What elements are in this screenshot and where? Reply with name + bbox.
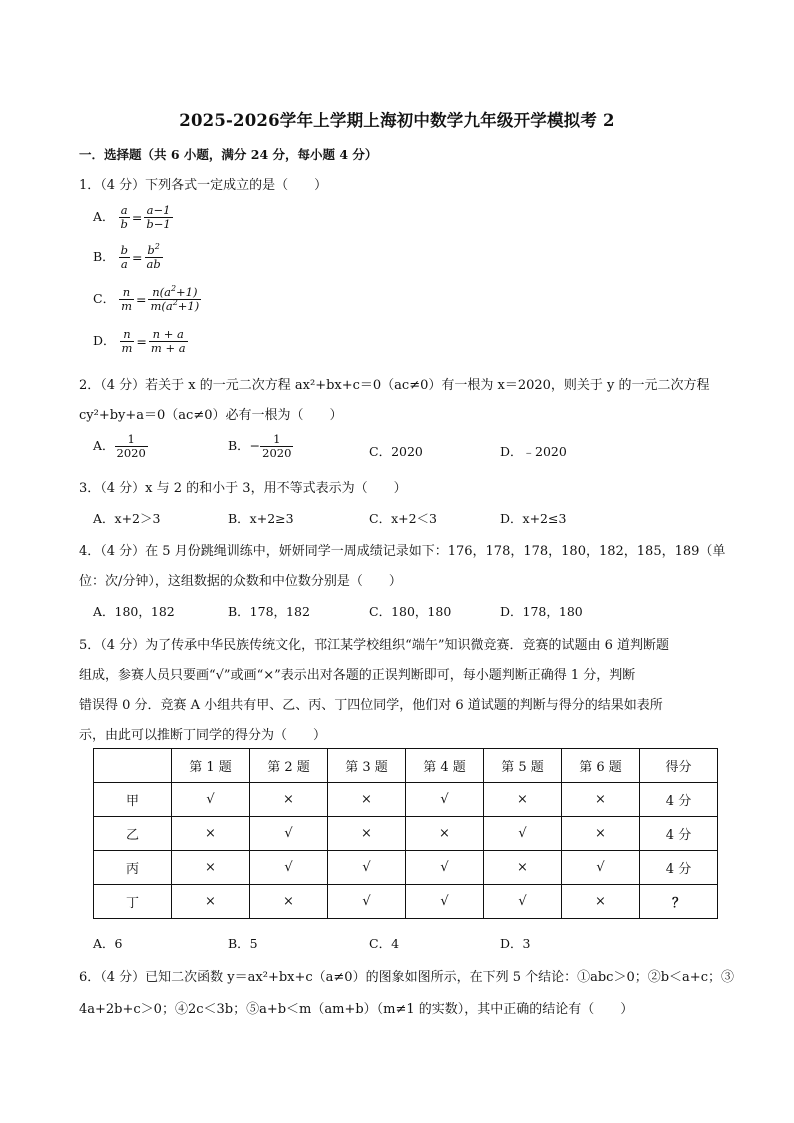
- option-label: B．: [93, 249, 115, 264]
- table-cell: ×: [484, 783, 562, 817]
- table-cell: √: [250, 817, 328, 851]
- question-4-option-a: A．180，182: [93, 604, 175, 619]
- table-cell: 4 分: [640, 851, 718, 885]
- table-cell: 4 分: [640, 783, 718, 817]
- table-header-cell: 第 5 题: [484, 749, 562, 783]
- table-header-cell: 第 4 题: [406, 749, 484, 783]
- page-title: 2025-2026学年上学期上海初中数学九年级开学模拟考 2: [179, 111, 615, 130]
- table-row: [94, 783, 718, 817]
- table-header-cell: 第 1 题: [172, 749, 250, 783]
- table-header-row: [94, 749, 718, 783]
- table-row: [94, 851, 718, 885]
- question-5-line-3: 错误得 0 分．竞赛 A 小组共有甲、乙、丙、丁四位同学，他们对 6 道试题的判断与得分的结果如表所: [79, 698, 663, 713]
- table-row: [94, 817, 718, 851]
- question-2-option-c: C．2020: [369, 444, 423, 459]
- question-4-option-b: B．178，182: [228, 604, 310, 619]
- question-5-line-1: 5．（4 分）为了传承中华民族传统文化，邗江某学校组织“端午”知识微竞赛．竞赛的试题由 6 道判断题: [79, 638, 670, 653]
- section-heading: 一．选择题（共 6 小题，满分 24 分，每小题 4 分）: [79, 147, 378, 162]
- fraction: $\frac{b^2}{ab}$: [146, 242, 161, 271]
- question-3-option-a: A．x+2＞3: [93, 511, 161, 526]
- question-4-option-d: D．178，180: [500, 604, 583, 619]
- table-header-cell: 第 6 题: [562, 749, 640, 783]
- table-cell: ×: [328, 783, 406, 817]
- question-3-option-c: C．x+2＜3: [369, 511, 437, 526]
- fraction: $\frac{a-1}{b-1}$: [146, 203, 171, 231]
- table-cell: √: [328, 851, 406, 885]
- question-5-option-c: C．4: [369, 936, 400, 951]
- table-cell: ×: [250, 783, 328, 817]
- question-3-stem: 3．（4 分）x 与 2 的和小于 3，用不等式表示为（ ）: [79, 481, 407, 496]
- table-cell: √: [562, 851, 640, 885]
- table-cell: ×: [172, 817, 250, 851]
- fraction: $\frac{a}{b}$: [120, 203, 128, 231]
- question-5-option-d: D．3: [500, 936, 531, 951]
- question-1-option-d: D． $\frac{n}{m}$ = $\frac{n + a}{m + a}$: [93, 327, 186, 355]
- question-3-option-d: D．x+2≤3: [500, 511, 567, 526]
- question-1-option-a: A． $\frac{a}{b}$ = $\frac{a-1}{b-1}$: [93, 203, 171, 231]
- option-label: C．: [93, 291, 116, 306]
- table-header-cell: 第 2 题: [250, 749, 328, 783]
- table-cell: 丁: [94, 885, 172, 919]
- fraction: $\frac{n}{m}$: [121, 285, 132, 313]
- table-cell: √: [328, 885, 406, 919]
- answer-table: [93, 748, 718, 919]
- fraction: $\frac{n + a}{m + a}$: [150, 327, 186, 355]
- table-cell: ×: [562, 885, 640, 919]
- question-1-option-b: B． $\frac{b}{a}$ = $\frac{b^2}{ab}$: [93, 242, 161, 271]
- table-row: [94, 885, 718, 919]
- fraction: $\frac{1}{2020}$: [262, 432, 292, 460]
- question-4-line-2: 位：次/分钟），这组数据的众数和中位数分别是（ ）: [79, 574, 402, 589]
- question-2-line-2: cy²+by+a＝0（ac≠0）必有一根为（ ）: [79, 408, 343, 423]
- question-3-option-b: B．x+2≥3: [228, 511, 294, 526]
- question-5-line-4: 示，由此可以推断丁同学的得分为（ ）: [79, 728, 327, 743]
- question-2-line-1: 2．（4 分）若关于 x 的一元二次方程 ax²+bx+c＝0（ac≠0）有一根为 x＝2020，则关于 y 的一元二次方程: [79, 378, 710, 393]
- table-cell: ×: [172, 885, 250, 919]
- fraction: $\frac{1}{2020}$: [116, 432, 146, 460]
- question-5-line-2: 组成，参赛人员只要画“√”或画“×”表示出对各题的正误判断即可，每小题判断正确得 1 分，判断: [79, 668, 636, 683]
- table-cell: ×: [562, 783, 640, 817]
- table-cell: √: [406, 783, 484, 817]
- table-cell: 丙: [94, 851, 172, 885]
- question-4-option-c: C．180，180: [369, 604, 452, 619]
- table-cell: ×: [406, 817, 484, 851]
- table-cell: √: [406, 851, 484, 885]
- question-2-option-d: D．﹣2020: [500, 444, 567, 459]
- table-cell: 4 分: [640, 817, 718, 851]
- table-header-cell: 第 3 题: [328, 749, 406, 783]
- table-cell: ？: [640, 885, 718, 919]
- fraction: $\frac{b}{a}$: [120, 243, 129, 271]
- table-header-cell: [94, 749, 172, 783]
- question-6-line-1: 6．（4 分）已知二次函数 y＝ax²+bx+c（a≠0）的图象如图所示，在下列 5 个结论：①abc＞0；②b＜a+c；③: [79, 970, 734, 985]
- question-2-option-b: B．− $\frac{1}{2020}$: [228, 432, 292, 460]
- table-header-cell: 得分: [640, 749, 718, 783]
- question-1-stem: 1．（4 分）下列各式一定成立的是（ ）: [79, 178, 328, 193]
- table-cell: ×: [562, 817, 640, 851]
- table-cell: √: [484, 885, 562, 919]
- option-label: D．: [93, 333, 116, 348]
- table-cell: √: [172, 783, 250, 817]
- table-cell: ×: [172, 851, 250, 885]
- question-5-option-b: B．5: [228, 936, 258, 951]
- question-1-option-c: C． $\frac{n}{m}$ = $\frac{n(a^2+1)}{m(a^2+1)}$: [93, 284, 200, 313]
- table-cell: √: [250, 851, 328, 885]
- fraction: $\frac{n(a^2+1)}{m(a^2+1)}$: [150, 284, 200, 313]
- table-cell: ×: [250, 885, 328, 919]
- table-cell: √: [406, 885, 484, 919]
- table-cell: √: [484, 817, 562, 851]
- option-label: A．: [93, 209, 115, 224]
- table-cell: ×: [328, 817, 406, 851]
- table-cell: 甲: [94, 783, 172, 817]
- fraction: $\frac{n}{m}$: [121, 327, 133, 355]
- question-2-option-a: A． $\frac{1}{2020}$: [93, 432, 146, 460]
- question-4-line-1: 4．（4 分）在 5 月份跳绳训练中，妍妍同学一周成绩记录如下：176，178，178，180，182，185，189（单: [79, 544, 726, 559]
- table-cell: 乙: [94, 817, 172, 851]
- table-cell: ×: [484, 851, 562, 885]
- question-6-line-2: 4a+2b+c＞0；④2c＜3b；⑤a+b＜m（am+b）（m≠1 的实数），其中正确的结论有（ ）: [79, 1002, 634, 1017]
- question-5-option-a: A．6: [93, 936, 123, 951]
